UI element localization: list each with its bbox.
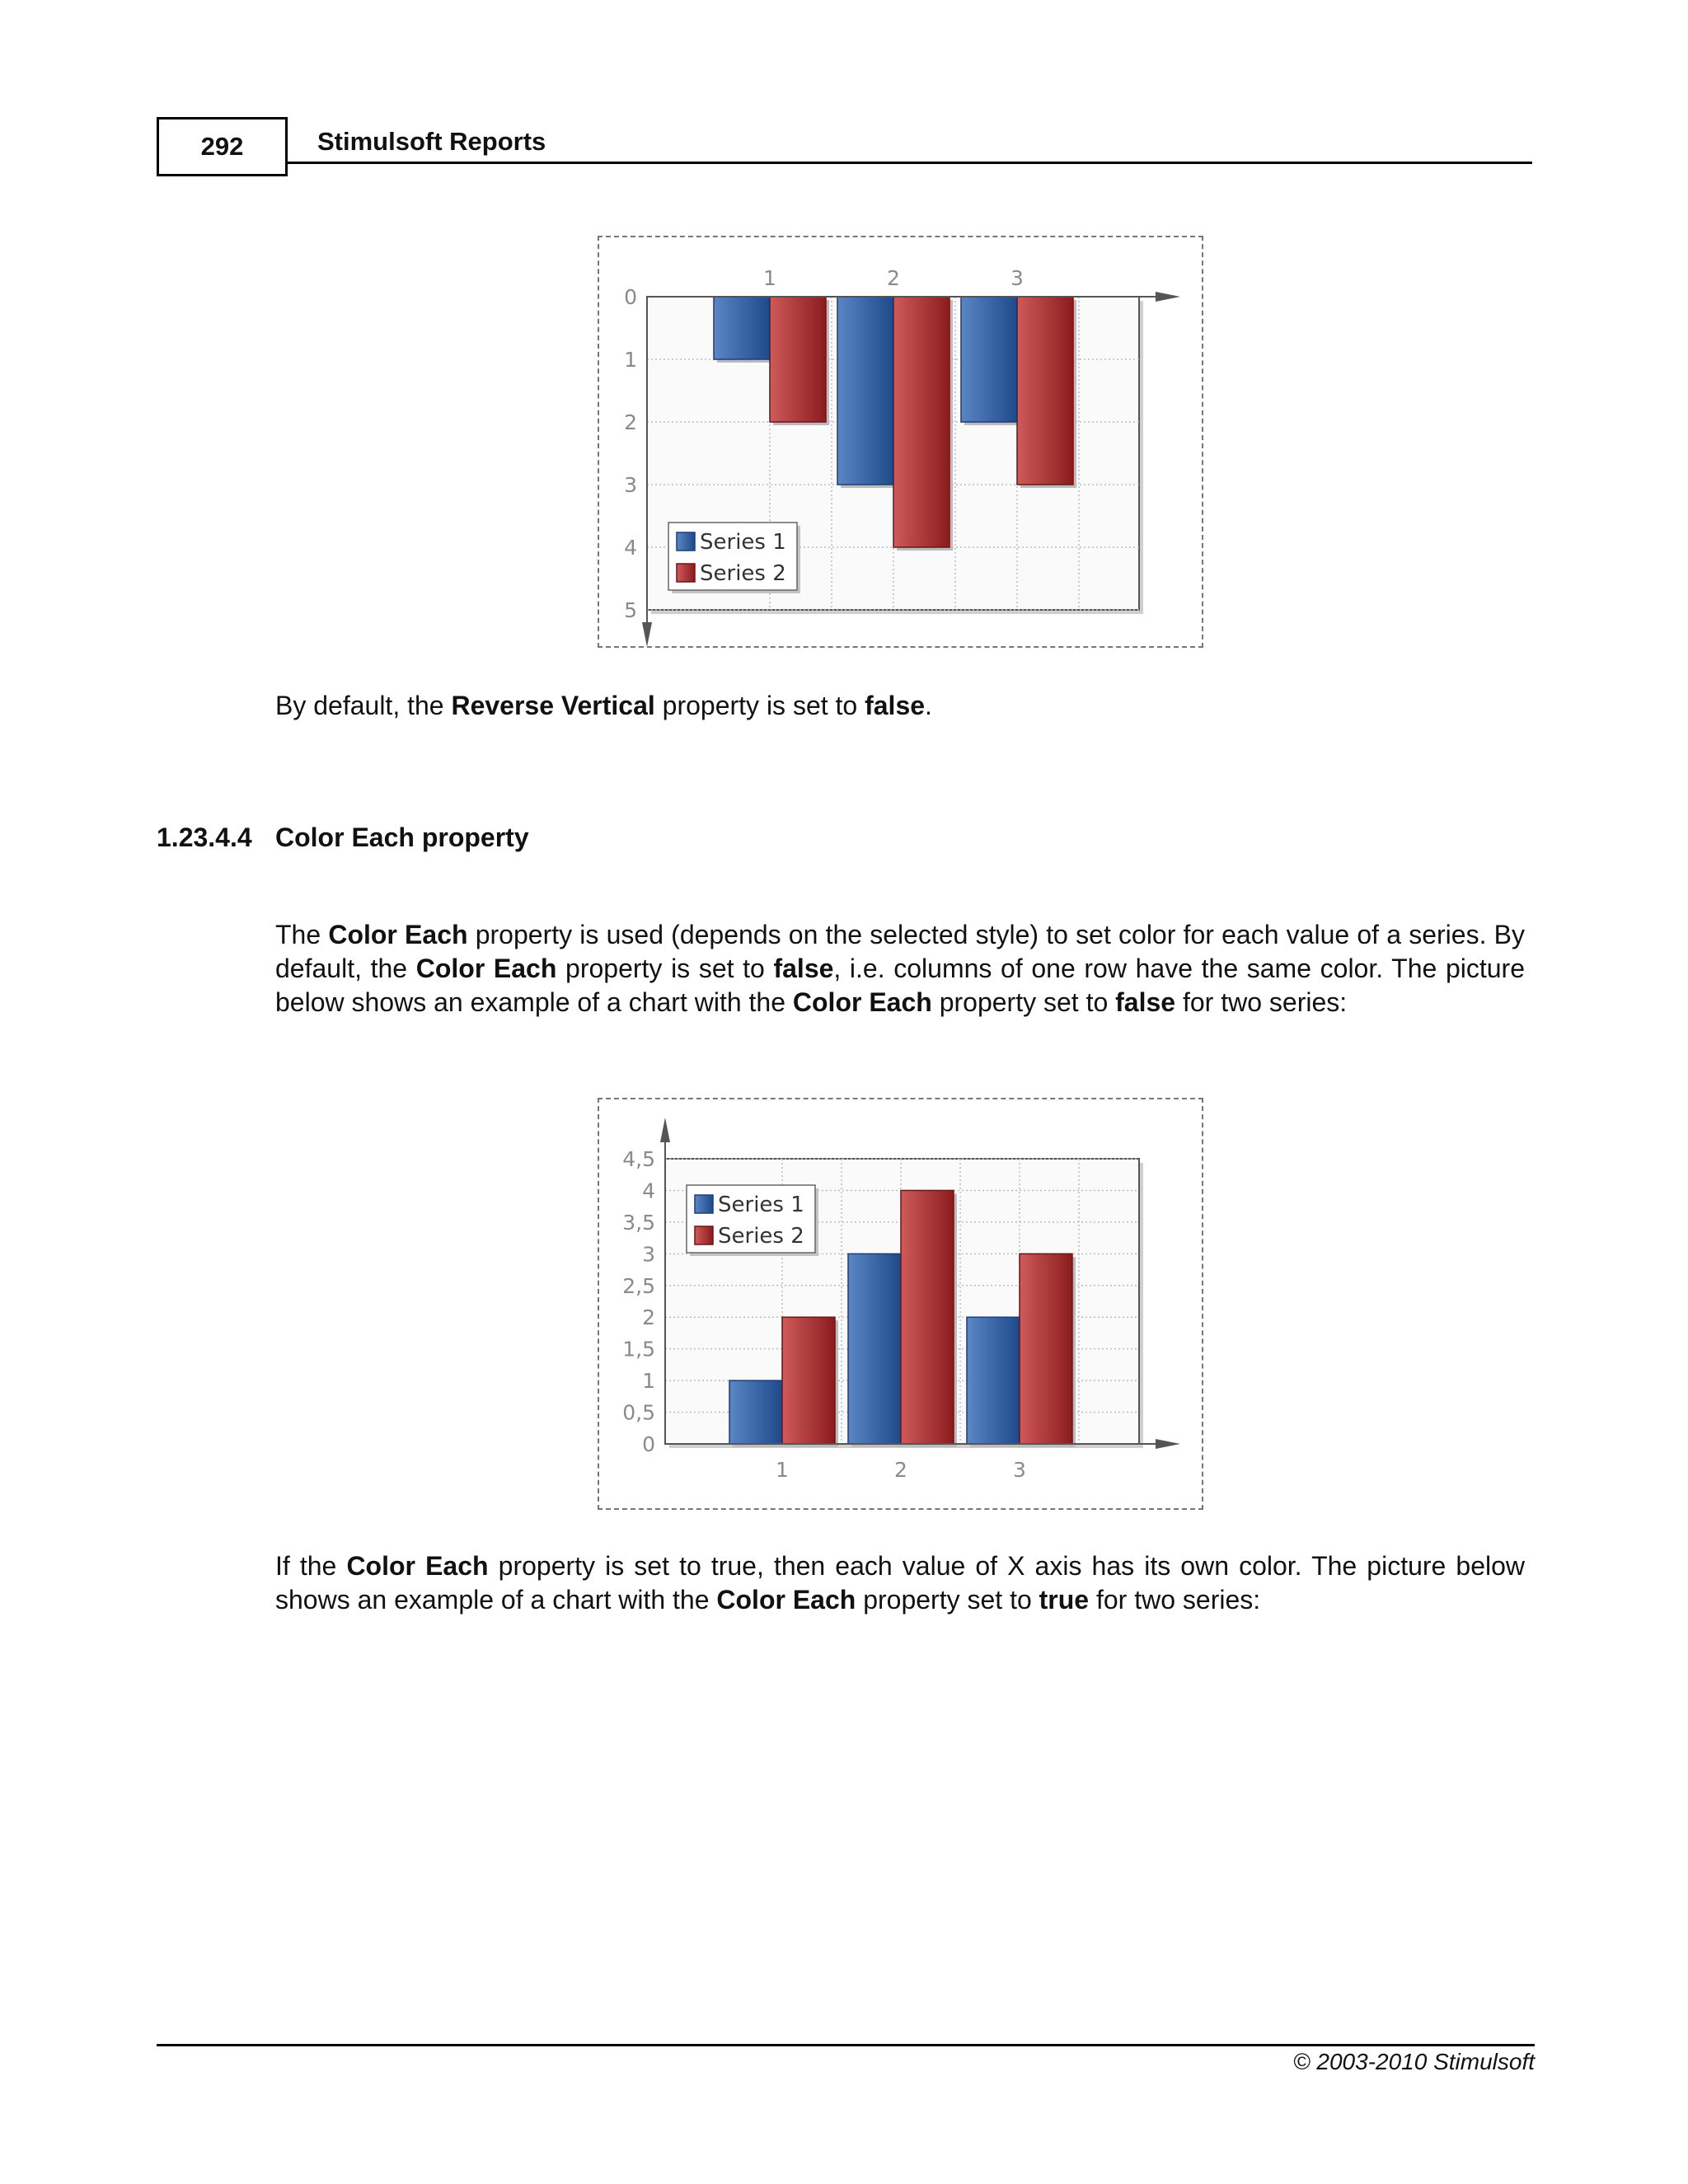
section-title: Color Each property [275,823,529,852]
y-tick-label: 3,5 [622,1210,655,1235]
y-tick-label: 2 [642,1305,655,1330]
bold-text: false [773,954,834,983]
legend-label-series-2: Series 2 [718,1224,804,1249]
y-tick-label: 4,5 [622,1147,655,1171]
bar-series-1 [961,297,1017,422]
x-tick-label: 1 [763,266,776,290]
y-axis-arrow [642,622,652,646]
y-tick-label: 2,5 [622,1273,655,1298]
x-tick-label: 2 [887,266,900,290]
reverse-vertical-chart [598,236,1203,648]
color-each-false-chart-svg [599,1099,1202,1508]
text: , i.e. columns of one row have the same color. The picture below shows an example of a chart with the [275,954,1526,1017]
text: property is set to [654,691,865,720]
legend-label-series-2: Series 2 [700,561,786,586]
bar-series-2 [893,297,950,547]
text: If the [275,1551,347,1581]
bold-text: Reverse Vertical [451,691,655,720]
legend-swatch-series-2 [677,564,695,582]
x-tick-label: 3 [1010,266,1024,290]
x-axis-arrow [1156,1439,1180,1449]
text: By default, the [275,691,452,720]
paragraph-reverse-vertical [275,689,1525,723]
text: property set to [931,987,1116,1017]
y-tick-label: 1,5 [622,1337,655,1361]
paragraph-color-each-intro [275,918,1525,1019]
text: The [275,920,329,949]
y-tick-label: 2 [624,410,637,434]
bold-text: Color Each [346,1551,489,1581]
legend-label-series-1: Series 1 [700,530,786,555]
header-rule [288,162,1532,164]
y-tick-label: 4 [624,536,637,560]
x-tick-label: 3 [1013,1458,1026,1482]
x-tick-label: 1 [776,1458,789,1482]
y-tick-label: 5 [624,598,637,622]
footer-rule [157,2044,1535,2046]
text: property is set to [556,954,774,983]
bold-text: false [865,691,926,720]
reverse-vertical-chart-svg [599,237,1202,646]
text: property set to [856,1585,1039,1615]
bold-text: Color Each [415,954,557,983]
text: for two series: [1175,987,1348,1017]
bar-series-2 [1020,1254,1072,1444]
footer-copyright: © 2003-2010 Stimulsoft [1292,2049,1535,2074]
y-tick-label: 1 [642,1369,655,1394]
legend-label-series-1: Series 1 [718,1193,804,1217]
header-title: Stimulsoft Reports [317,127,546,156]
paragraph-color-each-true [275,1549,1525,1617]
bold-text: Color Each [716,1585,856,1615]
bold-text: true [1039,1585,1090,1615]
bar-series-2 [770,297,826,422]
y-tick-label: 1 [624,348,637,372]
legend-swatch-series-2 [695,1226,713,1244]
bar-series-1 [967,1317,1020,1444]
bar-series-2 [782,1317,835,1444]
color-each-false-chart [598,1098,1203,1510]
text: . [925,691,932,720]
text: property is used (depends on the selected style) to set color for each value of a series. By default, the [275,920,1526,983]
bar-series-1 [729,1380,782,1444]
y-tick-label: 0 [624,285,637,309]
y-tick-label: 4 [642,1179,655,1203]
legend-swatch-series-1 [695,1195,713,1213]
bold-text: false [1115,987,1176,1017]
bold-text: Color Each [792,987,932,1017]
y-tick-label: 0 [642,1432,655,1456]
y-tick-label: 0,5 [622,1400,655,1425]
y-tick-label: 3 [642,1242,655,1267]
page-number: 292 [157,117,288,176]
y-tick-label: 3 [624,473,637,497]
y-axis-arrow [660,1118,670,1142]
x-tick-label: 2 [894,1458,907,1482]
bar-series-1 [848,1254,901,1444]
bar-series-1 [714,297,770,359]
section-number: 1.23.4.4 [157,823,252,852]
x-axis-arrow [1156,292,1180,302]
text: property is set to true, then each value of X axis has its own color. The picture below shows an example of a chart with the [275,1551,1526,1615]
bar-series-2 [901,1190,954,1444]
bar-series-2 [1017,297,1073,485]
text: for two series: [1089,1585,1261,1615]
bold-text: Color Each [328,920,468,949]
legend-swatch-series-1 [677,532,695,551]
bar-series-1 [837,297,893,485]
